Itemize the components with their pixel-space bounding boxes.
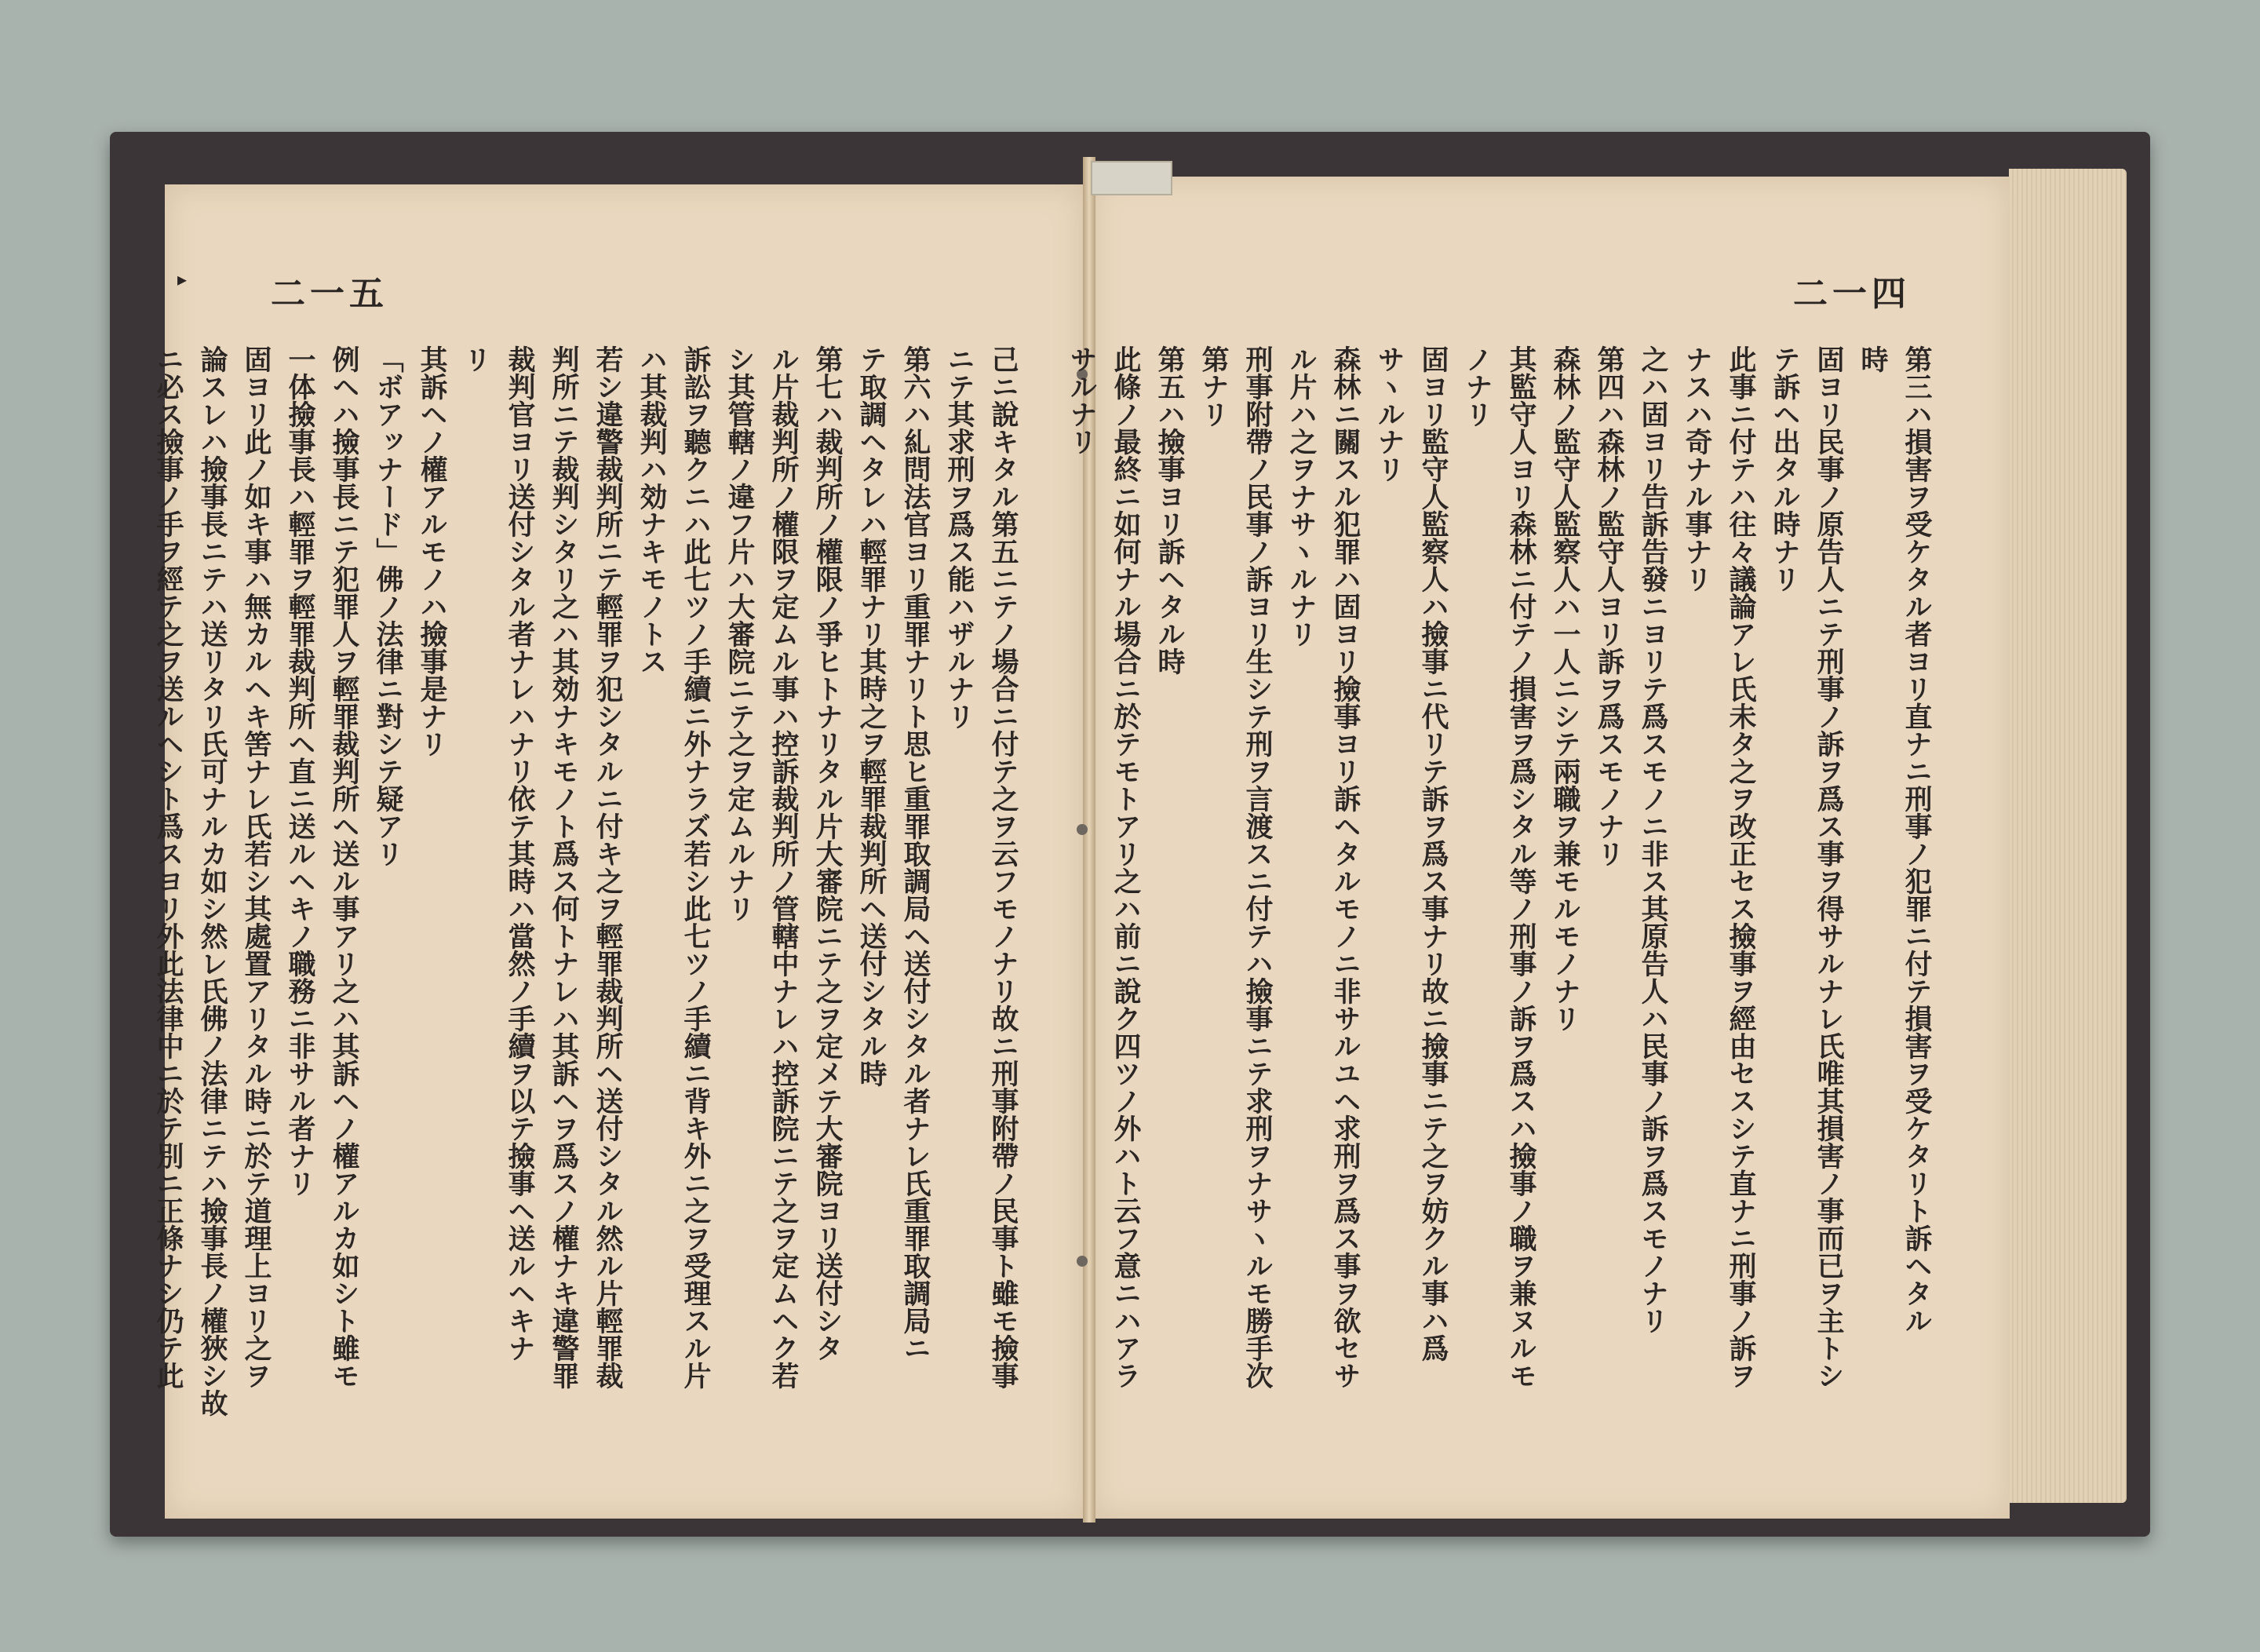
- text-column: ル片裁判所ノ權限ヲ定ムル事ハ控訴裁判所ノ管轄中ナレハ控訴院ニテ之ヲ定ムヘク若: [767, 345, 800, 1389]
- text-column: テ取調ヘタレハ輕罪ナリ其時之ヲ輕罪裁判所ヘ送付シタル時: [855, 345, 888, 1087]
- text-column: 刑事附帶ノ民事ノ訴ヨリ生シテ刑ヲ言渡スニ付テハ撿事ニテ求刑ヲナサヽルモ勝手次: [1241, 345, 1274, 1389]
- text-column: 其監守人ヨリ森林ニ付テノ損害ヲ爲シタル等ノ刑事ノ訴ヲ爲スハ撿事ノ職ヲ兼ヌルモ: [1505, 345, 1537, 1389]
- text-column: 第五ハ撿事ヨリ訴ヘタル時: [1154, 345, 1186, 675]
- text-column: ル片ハ之ヲナサヽルナリ: [1285, 345, 1318, 647]
- text-column: 森林ニ關スル犯罪ハ固ヨリ撿事ヨリ訴ヘタルモノニ非サルユヘ求刑ヲ爲ス事ヲ欲セサ: [1329, 345, 1361, 1389]
- text-column: 之ハ固ヨリ告訴告發ニヨリテ爲スモノニ非ス其原告人ハ民事ノ訴ヲ爲スモノナリ: [1637, 345, 1669, 1334]
- page-edges: [2009, 169, 2127, 1503]
- right-page-text: [1066, 345, 1938, 1444]
- text-column: 「ボアッナード」佛ノ法律ニ對シテ疑アリ: [372, 345, 404, 867]
- text-column: 森林ノ監守人監察人ハ一人ニシテ兩職ヲ兼モルモノナリ: [1549, 345, 1581, 1032]
- text-column: 第六ハ糺問法官ヨリ重罪ナリト思ヒ重罪取調局ヘ送付シタル者ナレ氏重罪取調局ニ: [899, 345, 931, 1362]
- text-column: シ其管轄ノ違フ片ハ大審院ニテ之ヲ定ムルナリ: [724, 345, 756, 922]
- text-column: 論スレハ撿事長ニテハ送リタリ氏可ナルカ如シ然レ氏佛ノ法律ニテハ撿事長ノ權狹シ故: [196, 345, 228, 1417]
- text-column: 第ナリ: [1197, 345, 1230, 428]
- text-column: 一体撿事長ハ輕罪ヲ輕罪裁判所ヘ直ニ送ルヘキノ職務ニ非サル者ナリ: [284, 345, 316, 1197]
- page-number-right: 二一四: [1793, 274, 1911, 314]
- spine-label: [1091, 161, 1172, 195]
- text-column: 此條ノ最終ニ如何ナル場合ニ於テモトアリ之ハ前ニ說ク四ツノ外ハト云フ意ニハアラ: [1110, 345, 1142, 1389]
- text-column: ハ其裁判ハ効ナキモノトス: [636, 345, 668, 675]
- text-column: リ: [460, 345, 492, 373]
- text-column: 固ヨリ此ノ如キ事ハ無カルヘキ筈ナレ氏若シ其處置アリタル時ニ於テ道理上ヨリ之ヲ: [240, 345, 272, 1389]
- left-page-text: [152, 345, 1025, 1444]
- text-column: 判所ニテ裁判シタリ之ハ其効ナキモノト爲ス何トナレハ其訴ヘヲ爲スノ權ナキ違警罪: [548, 345, 580, 1389]
- text-column: ナスハ奇ナル事ナリ: [1681, 345, 1713, 593]
- text-column: 其訴ヘノ權アルモノハ撿事是ナリ: [416, 345, 448, 757]
- text-column: ニテ其求刑ヲ爲ス能ハザルナリ: [943, 345, 975, 730]
- text-column: ニ必ス撿事ノ手ヲ經テ之ヲ送ルヘシト爲スヨリ外此法律中ニ於テ別ニ正條ナシ仍テ此: [152, 345, 184, 1389]
- text-column: 第三ハ損害ヲ受ケタル者ヨリ直ナニ刑事ノ犯罪ニ付テ損害ヲ受ケタリト訴ヘタル: [1901, 345, 1933, 1334]
- text-column: 第四ハ森林ノ監守人ヨリ訴ヲ爲スモノナリ: [1593, 345, 1625, 867]
- text-column: 若シ違警裁判所ニテ輕罪ヲ犯シタルニ付キ之ヲ輕罪裁判所ヘ送付シタル然ル片輕罪裁: [592, 345, 624, 1389]
- text-column: 己ニ說キタル第五ニテノ場合ニ付テ之ヲ云フモノナリ故ニ刑事附帶ノ民事ト雖モ撿事: [987, 345, 1019, 1389]
- text-column: 固ヨリ民事ノ原告人ニテ刑事ノ訴ヲ爲ス事ヲ得サルナレ氏唯其損害ノ事而已ヲ主トシ: [1813, 345, 1845, 1389]
- text-column: 此事ニ付テハ往々議論アレ氏未タ之ヲ改正セス撿事ヲ經由セスシテ直ナニ刑事ノ訴ヲ: [1725, 345, 1757, 1389]
- margin-mark: ▸: [177, 268, 188, 290]
- text-column: 裁判官ヨリ送付シタル者ナレハナリ依テ其時ハ當然ノ手續ヲ以テ撿事ヘ送ルヘキナ: [504, 345, 536, 1362]
- text-column: ノナリ: [1461, 345, 1493, 428]
- text-column: サルナリ: [1066, 345, 1098, 455]
- text-column: 例ヘハ撿事長ニテ犯罪人ヲ輕罪裁判所ヘ送ル事アリ之ハ其訴ヘノ權アルカ如シト雖モ: [328, 345, 360, 1389]
- text-column: 固ヨリ監守人監察人ハ撿事ニ代リテ訴ヲ爲ス事ナリ故ニ撿事ニテ之ヲ妨クル事ハ爲: [1417, 345, 1449, 1362]
- text-column: サヽルナリ: [1373, 345, 1405, 483]
- text-column: テ訴ヘ出タル時ナリ: [1769, 345, 1801, 593]
- text-column: 時: [1857, 345, 1889, 373]
- page-number-left: 二一五: [271, 274, 388, 314]
- text-column: 訴訟ヲ聽クニハ此七ツノ手續ニ外ナラズ若シ此七ツノ手續ニ背キ外ニ之ヲ受理スル片: [680, 345, 712, 1389]
- text-column: 第七ハ裁判所ノ權限ノ爭ヒトナリタル片大審院ニテ之ヲ定メテ大審院ヨリ送付シタ: [811, 345, 844, 1362]
